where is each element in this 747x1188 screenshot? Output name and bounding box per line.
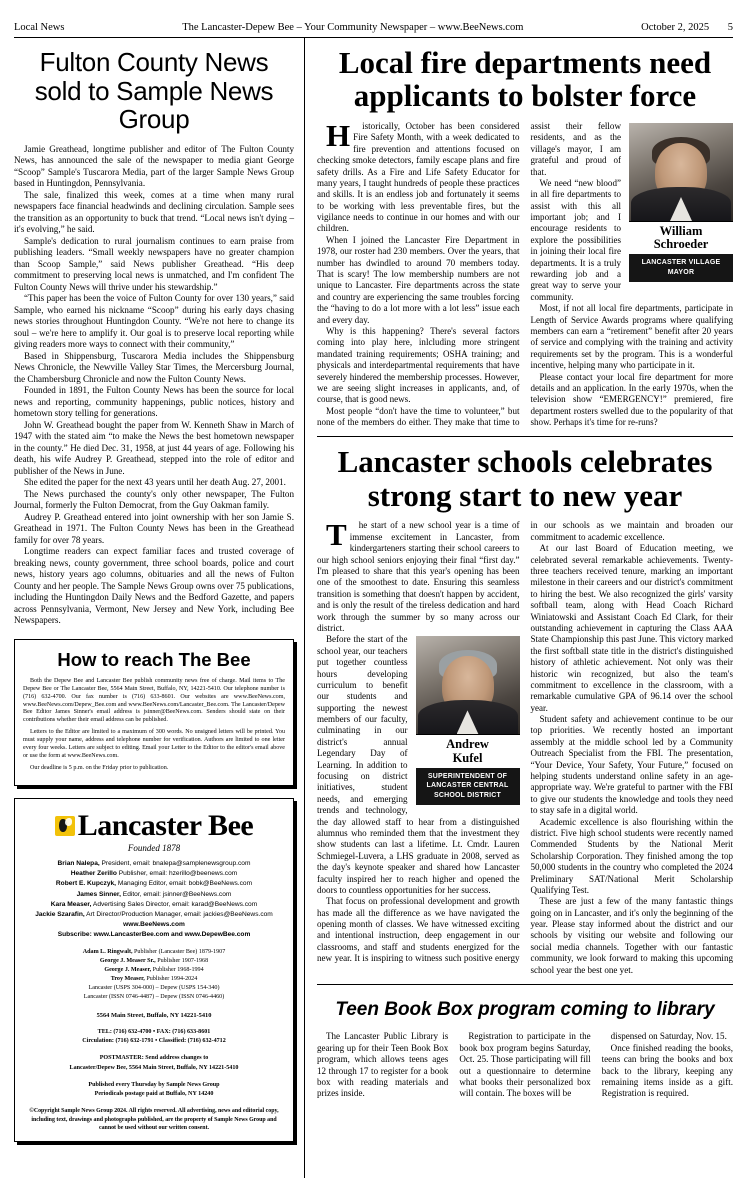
paragraph: The Lancaster Public Library is gearing up for their Teen Book Box program, which allows teens ages 12 through 17 to register for a book box with reading materials and prizes inside. bbox=[317, 1031, 449, 1099]
masthead-publisher-history bbox=[23, 948, 285, 1003]
staff-row bbox=[23, 879, 285, 889]
paragraph: Historically, October has been considered Fire Safety Month, with a week dedicated to fire prevention and attentions focused on checking smoke detectors, family escape plans and fire safety drills. As a Fire and Life Safety Educator for many years, I taught hundreds of people these practices and skills. It is an endless job and fortunately it seems to be working with less preventable fires, but the vigilance needs to continue in our homes and with our children. bbox=[317, 117, 520, 234]
staff-row bbox=[23, 900, 285, 910]
running-head-center: The Lancaster-Depew Bee – Your Community Newspaper – www.BeeNews.com bbox=[182, 22, 524, 33]
teen-story-body bbox=[317, 1031, 733, 1100]
paragraph: Longtime readers can expect familiar faces and trusted coverage of breaking news, county government, three school boards, police and court news, history years ago columns, obituaries and all the news of Fulton County and her people. The Sample News Group owns over 75 publications, including the Huntingdon Daily News and the Bedford Gazette, and papers across Pennsylvania, Vermont, New Jersey and New York, including Bee Newspapers. bbox=[14, 546, 294, 626]
portrait-name bbox=[416, 734, 520, 768]
publisher-detail: Publisher 1994-2024 bbox=[144, 976, 198, 983]
portrait-name-line1: William bbox=[659, 223, 703, 238]
staff-role: Managing Editor, email: bobk@BeeNews.com bbox=[116, 880, 253, 888]
teen-headline: Teen Book Box program coming to library bbox=[335, 999, 715, 1021]
story-divider bbox=[317, 436, 733, 437]
masthead-address: 5564 Main Street, Buffalo, NY 14221-5410 bbox=[96, 1011, 212, 1019]
paragraph: Sample's dedication to rural journalism continues to earn praise from publishing leaders. “Small weekly newspapers have no greater champion than Scoop Sample,” said News publisher Greathead. “His deep commitment to preserving local news is unmatched, and I'm confident The Fulton County News will thrive under his stewardship.” bbox=[14, 235, 294, 292]
paragraph: Letters to the Editor are limited to a maximum of 300 words. No unsigned letters will be printed. You must supply your name, address and telephone number for verification. Authors are limited to one letter every four weeks. Letters are subject to editing. Email your Letter to the Editor to the editor's email above or use the form at www.BeeNews.com. bbox=[23, 729, 285, 760]
publisher-detail: Publisher 1968-1994 bbox=[151, 966, 204, 973]
phone-line: TEL: (716) 632-4700 • FAX: (716) 633-8601 bbox=[97, 1029, 211, 1036]
publisher-detail: Publisher (Lancaster Bee) 1879-1907 bbox=[132, 948, 226, 955]
bee-icon bbox=[55, 816, 75, 836]
portrait-name-line1: Andrew bbox=[446, 737, 489, 752]
portrait-title-line2: MAYOR bbox=[667, 268, 695, 276]
paragraph: dispensed on Saturday, Nov. 15. bbox=[610, 1031, 727, 1042]
publisher-row bbox=[23, 975, 285, 984]
portrait-photo bbox=[629, 123, 733, 221]
published-line: Published every Thursday by Sample News Group bbox=[88, 1081, 220, 1088]
portrait-title bbox=[629, 254, 733, 282]
paragraph: Most, if not all local fire departments, participate in Length of Service Awards programs where qualifying members can earn a “retirement” benefit after 20 years of service and complying with the training and activity requirements set by the program. This is a wonderful incentive, helping many who participate in it. bbox=[530, 303, 733, 371]
postmaster-line: Lancaster/Depew Bee, 5564 Main Street, Buffalo, NY 14221-5410 bbox=[69, 1064, 239, 1071]
running-head-date: October 2, 2025 bbox=[641, 22, 710, 33]
paragraph: Founded in 1891, the Fulton County News has been the source for local news and reporting, community happenings, public notices, history and hometown story telling for generations. bbox=[14, 385, 294, 419]
page-number: 5 bbox=[727, 22, 733, 33]
masthead-postmaster bbox=[23, 1054, 285, 1072]
portrait-title-line1: SUPERINTENDENT OF bbox=[427, 772, 508, 780]
paragraph: Our deadline is 5 p.m. on the Friday prior to publication. bbox=[30, 765, 169, 771]
portrait-title-line1: LANCASTER VILLAGE bbox=[641, 259, 721, 267]
publisher-name: George J. Measer, bbox=[104, 966, 152, 973]
issn-line: Lancaster (USPS 304-000) – Depew (USPS 154-340) bbox=[88, 985, 220, 992]
paragraph: The News purchased the county's only other newspaper, The Fulton Journal, formerly the Fulton Democrat, from the Guy Oakman family. bbox=[14, 488, 294, 511]
masthead-staff bbox=[23, 859, 285, 941]
staff-name: James Sinner, bbox=[76, 890, 121, 898]
paragraph: That focus on professional development and growth has made all the difference as we have navigated the opening month of classes. We have witnessed exciting and intentional instruction, deep engagement in our classrooms, and staff and students energized for the new year. It is inspiring to witness such positive energy in our schools as we maintain and broaden our commitment to academic excellence. bbox=[317, 520, 733, 964]
staff-role: Advertising Sales Director, email: karad@BeeNews.com bbox=[91, 900, 258, 908]
paragraph: Before the start of the school year, our teachers put together countless hours developing curriculum to benefit our students and supporting the newest members of our faculty, culminating in our district's annual Legendary Day of Learning. In addition to focusing on district initiatives, student needs, and emerging trends and technology, the day allowed staff to hear from a distinguished alumnus who reminded them that the investment they show students can last a lifetime. Lt. Cmdr. Lauren Schmiegel-Luvera, a LHS graduate in 2008, served as the day's keynote speaker and shared how Lancaster faculty inspired her to reach higher and opened the doors to countless opportunities for her success. bbox=[317, 634, 520, 895]
right-column bbox=[305, 38, 733, 1178]
portrait-figure-kufel bbox=[416, 636, 520, 805]
paragraph: She edited the paper for the next 43 years until her death Aug. 27, 2001. bbox=[24, 477, 286, 488]
publisher-name: George J. Measer Sr., bbox=[99, 957, 156, 964]
masthead-published bbox=[23, 1081, 285, 1099]
phone-line: Circulation: (716) 632-1791 • Classified: (716) 632-4712 bbox=[82, 1038, 226, 1045]
masthead-founded: Founded 1878 bbox=[127, 842, 181, 853]
how-to-reach-text bbox=[23, 678, 285, 773]
fire-headline: Local fire departments need applicants to bolster force bbox=[338, 45, 712, 114]
how-to-reach-box bbox=[14, 639, 294, 786]
staff-row bbox=[23, 859, 285, 869]
paragraph: Most people “don't have the time to volunteer,” but none of the members do either. They make that time to assist their fellow residents, and as the village's mayor, I am grateful and proud of that. bbox=[317, 120, 621, 428]
staff-name: Kara Measer, bbox=[50, 900, 92, 908]
masthead-subscribe[interactable]: Subscribe: www.LancasterBee.com and www.DepewBee.com bbox=[57, 931, 251, 939]
staff-role: President, email: bnalepa@samplenewsgroup.com bbox=[99, 859, 251, 867]
portrait-title-line3: SCHOOL DISTRICT bbox=[433, 791, 502, 799]
postmaster-line: POSTMASTER: Send address changes to bbox=[99, 1055, 209, 1062]
masthead-phones bbox=[23, 1028, 285, 1046]
running-head-section: Local News bbox=[14, 22, 65, 33]
portrait-name-line2: Kufel bbox=[452, 750, 483, 765]
paragraph: John W. Greathead bought the paper from W. Kenneth Shaw in March of 1947 with the stated aim “to make the News the best hometown newspaper in the county.” He died Dec. 31, 1958, at just 44 years of age. Following his death, his wife Audrey P. Greathead, stepped into the role of editor and publisher of the News in June. bbox=[14, 419, 294, 476]
schools-headline: Lancaster schools celebrates strong start to new year bbox=[337, 444, 713, 513]
how-to-reach-title: How to reach The Bee bbox=[57, 648, 251, 670]
masthead-copyright: ©Copyright Sample News Group 2024. All rights reserved. All advertising, news and editorial copy, including text, drawings and photographs published, are the property of Sample News Group and cannot be used without our written consent. bbox=[29, 1107, 279, 1132]
staff-role: Publisher, email: hzerillo@beenews.com bbox=[116, 870, 238, 878]
publisher-row bbox=[23, 966, 285, 975]
paragraph: Once finished reading the books, teens can bring the books and box back to the library, keeping any remaining items inside as a gift. Registration is required. bbox=[601, 1042, 733, 1099]
staff-row bbox=[23, 910, 285, 920]
portrait-name bbox=[629, 221, 733, 255]
masthead-title bbox=[23, 809, 285, 843]
paragraph: “This paper has been the voice of Fulton County for over 130 years,” said Sample, who earned his nickname “Scoop” during his early days chasing news stories throughout Huntingdon County. “We're not here to change its soul – we're here to amplify it. Our goal is to preserve local reporting while giving readers more ways to connect with their community,” bbox=[14, 293, 294, 350]
staff-role: Art Director/Production Manager, email: jackies@BeeNews.com bbox=[84, 911, 273, 919]
paragraph: Student safety and achievement continue to be our top priorities. We recently hosted an important assembly at the middle school led by a Community Outreach Specialist from the FBI. The presentation, “Your Device, Your Safety, Your Future,” focused on helping students understand online safety in an age-appropriate way. We're grateful to partner with the FBI to give our students the knowledge and tools they need to stay safe in a digital world. bbox=[530, 714, 733, 816]
paragraph: Audrey P. Greathead entered into joint ownership with her son Jamie S. Greathead in 1971. The Fulton County News has been in the Greathead family for over 78 years. bbox=[14, 511, 294, 545]
paragraph: Registration to participate in the book box program begins Saturday, Oct. 25. Those participating will fill out a questionnaire to determine what books their personalized box will contain. The boxes will be bbox=[459, 1031, 591, 1099]
staff-row bbox=[23, 890, 285, 900]
fire-story-body bbox=[317, 117, 733, 429]
schools-story-body bbox=[317, 517, 733, 976]
running-head bbox=[0, 0, 747, 37]
story-divider-2 bbox=[317, 984, 733, 985]
portrait-photo bbox=[416, 636, 520, 734]
masthead-box bbox=[14, 798, 294, 1142]
masthead-website[interactable]: www.BeeNews.com bbox=[123, 921, 185, 929]
staff-role: Editor, email: jsinner@BeeNews.com bbox=[120, 890, 232, 898]
issn-line: Lancaster (ISSN 0746-4487) – Depew (ISSN 0746-4460) bbox=[83, 994, 225, 1001]
staff-name: Jackie Szarafin, bbox=[35, 911, 85, 919]
paragraph: The start of a new school year is a time of immense excitement in Lancaster, from kindergarteners starting their school careers to our high school seniors enjoying their final “first day.” I'm pleased to share that this year's opening has been one of the smoothest to date. Ensuring this seamless transition is something that doesn't happen by accident, and is only the result of the tireless dedication and hard work through the summer by so many across our district. bbox=[317, 517, 520, 633]
published-line: Periodicals postage paid at Buffalo, NY 14240 bbox=[94, 1090, 214, 1097]
publisher-name: Troy Measer, bbox=[110, 976, 145, 983]
portrait-title-line2: LANCASTER CENTRAL bbox=[426, 782, 509, 790]
paragraph: When I joined the Lancaster Fire Department in 1978, our roster had 230 members. Over the years, that number has dwindled to around 70 members today. That is scary! The low membership numbers are not unique to Lancaster. Fire departments across the state and country are experiencing the same troubles forcing the “having to do a lot more with a lot less” issue each and every day. bbox=[317, 234, 520, 325]
masthead-title-text: Lancaster Bee bbox=[77, 808, 254, 842]
paragraph: We need “new blood” in all fire departments to assist with this all important job; and I encourage residents to explore the possibilities in joining their local fire departments. It is a truly rewarding job and a great way to serve your community. bbox=[530, 177, 621, 302]
staff-name: Brian Nalepa, bbox=[57, 859, 100, 867]
publisher-detail: Publisher 1907-1968 bbox=[155, 957, 209, 964]
fulton-story-body bbox=[14, 144, 294, 627]
paragraph: Both the Depew Bee and Lancaster Bee publish community news free of charge. Mail items to The Depew Bee or The Lancaster Bee, 5564 Main Street, Buffalo, NY, 14221-5410. Our telephone number is (716) 632-4700. Our fax number is (716) 633-8601. Our websites are www.BeeNews.com, www.BeeNews.com/Depew_Bee.com and www.BeeNews.com/Lancaster_Bee.com. The Lancaster/Depew Bee Editor James Sinner's email address is jsinner@BeeNews.com. Senders should state on their contributions whether their email address can be published. bbox=[23, 677, 285, 724]
staff-row bbox=[23, 869, 285, 879]
paragraph: Academic excellence is also flourishing within the district. Five high school students were recently named Commended Students by the National Merit Scholarship Corporation. They finished among the top 50,000 students in the country who completed the 2024 Preliminary SAT/National Merit Scholarship Qualifying Test. bbox=[530, 816, 733, 895]
publisher-row bbox=[23, 957, 285, 966]
paragraph: Jamie Greathead, longtime publisher and editor of The Fulton County News, has announced the sale of the newspaper to media giant George “Scoop” Sample's Tuscarora Media, part of the larger Sample News Group based in Huntingdon, Pennsylvania. bbox=[14, 143, 294, 189]
paragraph: Why is this happening? There's several factors coming into play here, inlcluding more stringent mandated training requirements; OSHA training; and physicals and interdepartmental requirements that have severely hindered the membership processes. However, we are seeing slight increases in applicants, and, of course, that is good news. bbox=[317, 325, 520, 405]
staff-name: Heather Zerillo bbox=[70, 870, 117, 878]
portrait-name-line2: Schroeder bbox=[653, 237, 709, 252]
paragraph: At our last Board of Education meeting, we celebrated several remarkable achievements. Twenty-three teachers received tenure, marking an important milestone in their careers and our district's commitment to hiring the best. We also recognized the girls' varsity softball team, along with Head Coach Richard Winiatowski and Assistant Coach Ed Clark, for their outstanding achievement in capturing the Class AAA State Championship this past June. This victory marked the first softball state title in the district's distinguished history of athletic achievement. Not only was their historic win recognized, but also the team's commitment to excellence in the classroom, with a remarkable cumulative GPA of 96.14 over the school year. bbox=[530, 543, 733, 713]
paragraph: Based in Shippensburg, Tuscarora Media includes the Shippensburg News Chronicle, the Newville Valley Star Times, the Mercersburg Journal, the Chambersburg Chronicle and now the Fulton County News. bbox=[14, 350, 294, 384]
paragraph: These are just a few of the many fantastic things going on in Lancaster, and it's only the beginning of the year. Please stay informed about the district and our schools by visiting our website and following our social media channels. Together with our fantastic community, we look forward to making this upcoming school year the best one yet. bbox=[530, 896, 733, 975]
fulton-headline: Fulton County News sold to Sample News Group bbox=[34, 47, 274, 135]
paragraph: Please contact your local fire department for more details and an application. In the early 1970s, when the television show “EMERGENCY!” premiered, fire department rosters swelled due to the popularity of that show. Perhaps it's time for re-runs? bbox=[530, 371, 733, 428]
portrait-title bbox=[416, 768, 520, 805]
portrait-figure-schroeder bbox=[629, 123, 733, 282]
publisher-name: Adam L. Ringwalt, bbox=[82, 948, 133, 955]
staff-name: Robert E. Kupczyk, bbox=[55, 880, 116, 888]
left-column bbox=[14, 38, 305, 1178]
publisher-row bbox=[23, 948, 285, 957]
paragraph: The sale, finalized this week, comes at a time when many rural newspapers face financial headwinds and declining circulation. Sample sees the transition as an opportunity to buck that trend. “Local news isn't dying – it's evolving,” he said. bbox=[14, 189, 294, 235]
